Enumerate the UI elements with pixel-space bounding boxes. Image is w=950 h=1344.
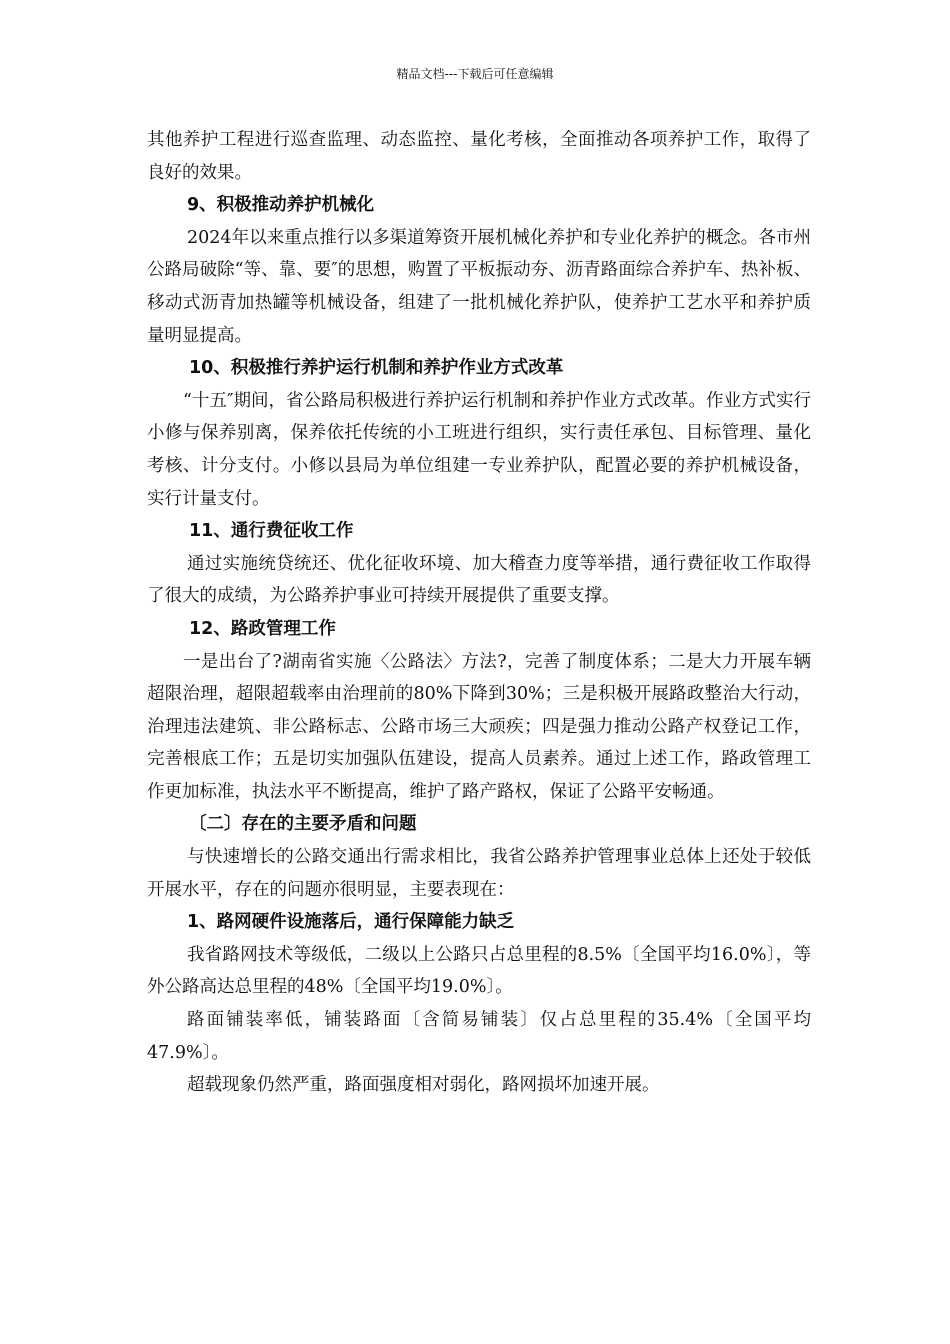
heading-9: 9、积极推动养护机械化 [187, 195, 375, 216]
page-header: 精品文档---下载后可任意编辑 [396, 67, 554, 81]
paragraph-reform: “十五″期间，省公路局积极进行养护运行机制和养护作业方式改革。作业方式实行小修与保养别离，保养依托传统的小工班进行组织，实行责任承包、目标管理、量化考核、计分支付。小修以县局为单位组建一专业养护队，配置必要的养护机械设备，实行计量支付。 [147, 390, 811, 509]
heading-10: 10、积极推行养护运行机制和养护作业方式改革 [189, 358, 564, 379]
paragraph-continued: 其他养护工程进行巡查监理、动态监控、量化考核，全面推动各项养护工作，取得了良好的效果。 [147, 130, 811, 183]
heading-1: 1、路网硬件设施落后，通行保障能力缺乏 [187, 912, 515, 933]
paragraph-overload: 超载现象仍然严重，路面强度相对弱化，路网损坏加速开展。 [187, 1075, 660, 1096]
heading-section-2: 〔二〕存在的主要矛盾和问题 [189, 814, 417, 835]
paragraph-problems-intro: 与快速增长的公路交通出行需求相比，我省公路养护管理事业总体上还处于较低开展水平，存在的问题亦很明显，主要表现在： [147, 847, 811, 900]
paragraph-road-admin: 一是出台了?湖南省实施〈公路法〉方法?，完善了制度体系；二是大力开展车辆超限治理，超限超载率由治理前的80%下降到30%；三是积极开展路政整治大行动，治理违法建筑、非公路标志、公路市场三大顽疾；四是强力推动公路产权登记工作，完善根底工作；五是切实加强队伍建设，提高人员素养。通过上述工作，路政管理工作更加标准，执法水平不断提高，维护了路产路权，保证了公路平安畅通。 [147, 651, 811, 802]
heading-12: 12、路政管理工作 [189, 618, 336, 639]
paragraph-grade: 我省路网技术等级低，二级以上公路只占总里程的8.5%〔全国平均16.0%〕，等外公路高达总里程的48%〔全国平均19.0%〕。 [147, 944, 811, 998]
heading-11: 11、通行费征收工作 [189, 521, 354, 542]
paragraph-paving: 路面铺装率低，铺装路面〔含简易铺装〕仅占总里程的35.4%〔全国平均47.9%〕。 [147, 1010, 811, 1063]
document-body [147, 124, 811, 1102]
paragraph-toll: 通过实施统贷统还、优化征收环境、加大稽查力度等举措，通行费征收工作取得了很大的成绩，为公路养护事业可持续开展提供了重要支撑。 [147, 553, 811, 607]
paragraph-mechanization: 2024年以来重点推行以多渠道筹资开展机械化养护和专业化养护的概念。各市州公路局破除“等、靠、要″的思想，购置了平板振动夯、沥青路面综合养护车、热补板、移动式沥青加热罐等机械设备，组建了一批机械化养护队，使养护工艺水平和养护质量明显提高。 [147, 227, 811, 346]
